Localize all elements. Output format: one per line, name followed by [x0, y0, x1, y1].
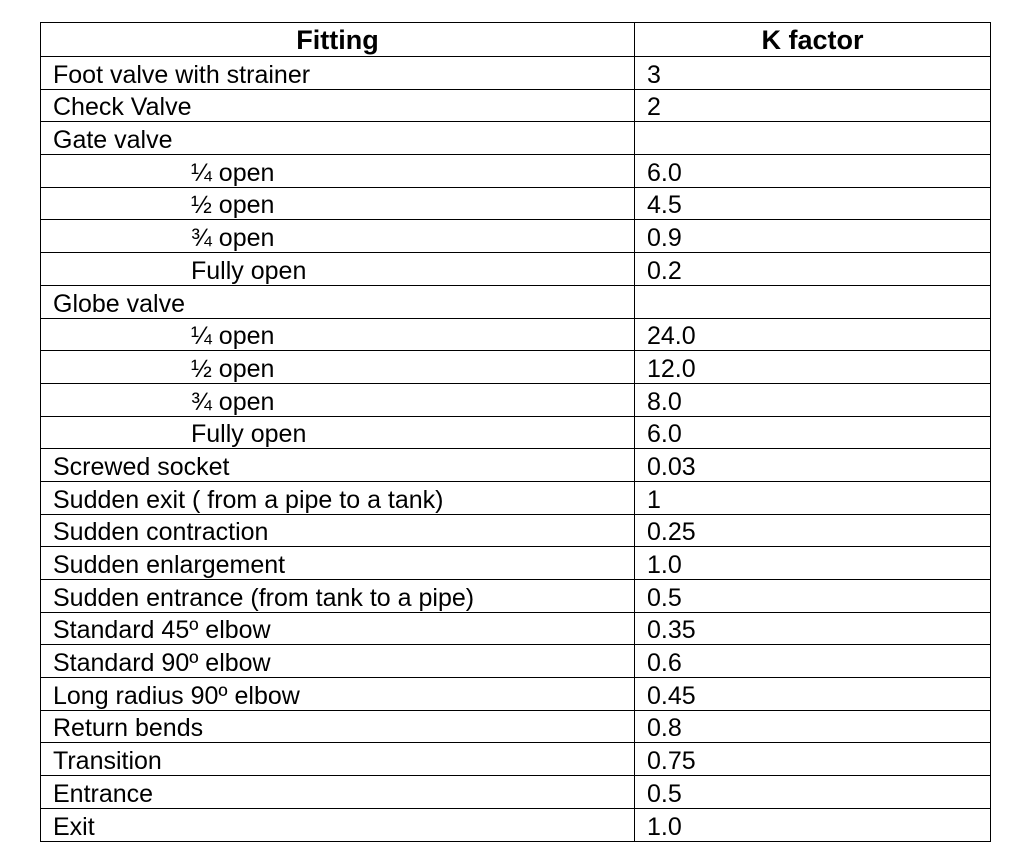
fitting-cell: Check Valve — [41, 89, 635, 122]
k-factor-cell — [635, 122, 991, 155]
table-row — [41, 808, 991, 841]
table-row — [41, 776, 991, 809]
k-factor-cell: 4.5 — [635, 187, 991, 220]
fitting-cell: ½ open — [41, 351, 635, 384]
table-row — [41, 645, 991, 678]
k-factor-cell: 0.5 — [635, 580, 991, 613]
table-row — [41, 547, 991, 580]
table-row — [41, 253, 991, 286]
table-row — [41, 612, 991, 645]
k-factor-cell: 0.25 — [635, 514, 991, 547]
k-factor-cell: 0.8 — [635, 710, 991, 743]
table-row — [41, 449, 991, 482]
fitting-cell: Sudden exit ( from a pipe to a tank) — [41, 481, 635, 514]
table-row — [41, 155, 991, 188]
table-body — [41, 57, 991, 842]
table-row — [41, 318, 991, 351]
table-header — [41, 23, 991, 57]
fitting-cell: Long radius 90º elbow — [41, 678, 635, 711]
fitting-cell: Fully open — [41, 416, 635, 449]
k-factor-cell: 0.2 — [635, 253, 991, 286]
table-row — [41, 710, 991, 743]
table-row — [41, 743, 991, 776]
fitting-cell: Globe valve — [41, 285, 635, 318]
table-row — [41, 481, 991, 514]
fitting-cell: Sudden contraction — [41, 514, 635, 547]
k-factor-cell: 0.45 — [635, 678, 991, 711]
k-factor-cell: 0.75 — [635, 743, 991, 776]
table-row — [41, 580, 991, 613]
fitting-cell: ¾ open — [41, 383, 635, 416]
fitting-cell: Sudden entrance (from tank to a pipe) — [41, 580, 635, 613]
k-factor-cell: 24.0 — [635, 318, 991, 351]
fitting-cell: Return bends — [41, 710, 635, 743]
fitting-cell: Transition — [41, 743, 635, 776]
table-row — [41, 351, 991, 384]
k-factor-cell: 1.0 — [635, 808, 991, 841]
fitting-cell: Sudden enlargement — [41, 547, 635, 580]
table-row — [41, 416, 991, 449]
k-factor-cell: 6.0 — [635, 416, 991, 449]
k-factor-cell: 0.5 — [635, 776, 991, 809]
table-row — [41, 220, 991, 253]
table-row — [41, 122, 991, 155]
fitting-cell: Standard 45º elbow — [41, 612, 635, 645]
fitting-cell: Exit — [41, 808, 635, 841]
k-factor-cell: 1.0 — [635, 547, 991, 580]
fitting-cell: Standard 90º elbow — [41, 645, 635, 678]
header-k-factor: K factor — [635, 23, 991, 57]
k-factor-cell: 0.03 — [635, 449, 991, 482]
table-row — [41, 383, 991, 416]
table-row — [41, 678, 991, 711]
fitting-cell: Entrance — [41, 776, 635, 809]
fitting-cell: ¼ open — [41, 155, 635, 188]
k-factor-cell: 3 — [635, 57, 991, 90]
table-row — [41, 285, 991, 318]
table-row — [41, 57, 991, 90]
k-factor-cell: 6.0 — [635, 155, 991, 188]
header-fitting: Fitting — [41, 23, 635, 57]
k-factor-cell — [635, 285, 991, 318]
table-row — [41, 89, 991, 122]
k-factor-table — [40, 22, 991, 842]
fitting-cell: ¼ open — [41, 318, 635, 351]
table-row — [41, 187, 991, 220]
fitting-cell: Screwed socket — [41, 449, 635, 482]
k-factor-cell: 1 — [635, 481, 991, 514]
k-factor-cell: 0.35 — [635, 612, 991, 645]
k-factor-cell: 0.6 — [635, 645, 991, 678]
fitting-cell: ½ open — [41, 187, 635, 220]
k-factor-cell: 12.0 — [635, 351, 991, 384]
k-factor-cell: 8.0 — [635, 383, 991, 416]
fitting-cell: Fully open — [41, 253, 635, 286]
k-factor-cell: 2 — [635, 89, 991, 122]
k-factor-cell: 0.9 — [635, 220, 991, 253]
fitting-cell: ¾ open — [41, 220, 635, 253]
header-row — [41, 23, 991, 57]
table-row — [41, 514, 991, 547]
fitting-cell: Foot valve with strainer — [41, 57, 635, 90]
fitting-cell: Gate valve — [41, 122, 635, 155]
